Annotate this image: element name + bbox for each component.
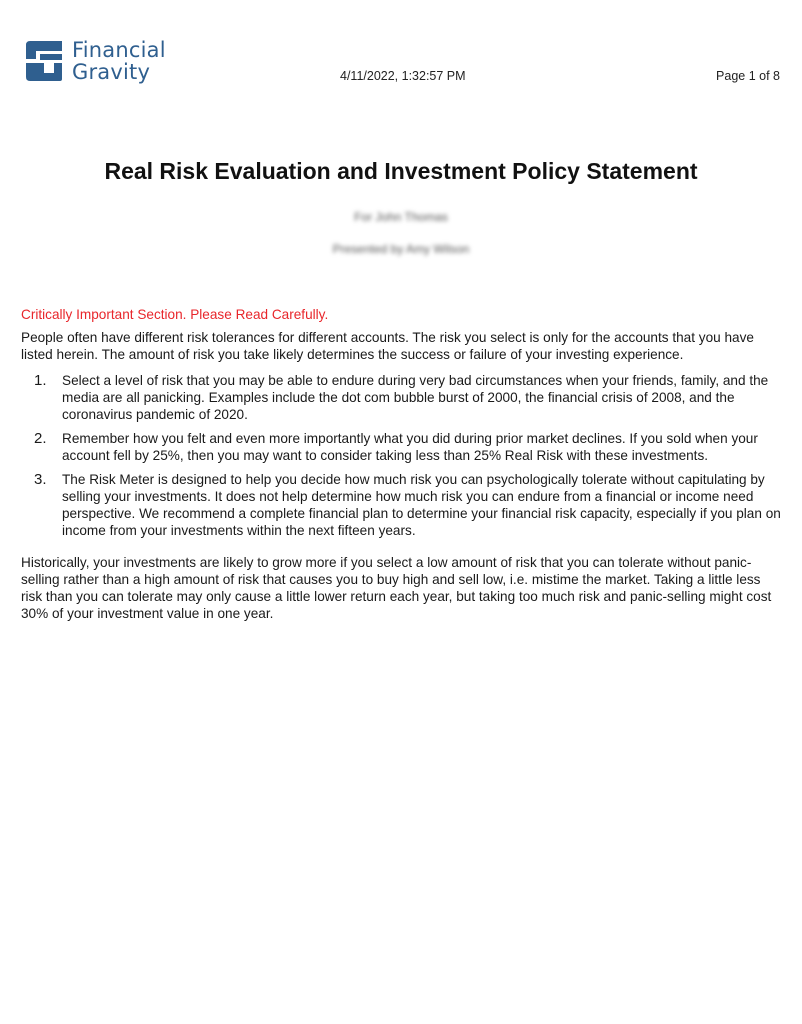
logo-wordmark — [72, 39, 166, 83]
list-item — [21, 372, 783, 423]
list-item-text: Remember how you felt and even more importantly what you did during prior market declines. If you sold when your account fell by 25%, then you may want to consider taking less than 25% Real Risk with these investments. — [62, 431, 758, 463]
document-title: Real Risk Evaluation and Investment Policy Statement — [104, 158, 698, 184]
list-item-number: 1. — [34, 372, 47, 389]
page-header — [20, 36, 782, 86]
list-item — [21, 471, 783, 539]
company-logo — [22, 38, 166, 84]
list-item-text: The Risk Meter is designed to help you decide how much risk you can psychologically tolerate without capitulating by selling your investments. It does not help determine how much risk you can endure from a financial or income need perspective. We recommend a complete financial plan to determine your financial risk capacity, especially if you plan on income from your investments within the next fifteen years. — [62, 472, 781, 538]
list-item-text: Select a level of risk that you may be able to endure during very bad circumstances when your friends, family, and the media are all panicking. Examples include the dot com bubble burst of 2000, the financial crisis of 2008, and the coronavirus pandemic of 2020. — [62, 373, 769, 422]
logo-line-1: Financial — [72, 38, 166, 62]
risk-steps-list — [21, 372, 783, 539]
list-item-number: 2. — [34, 430, 47, 447]
closing-paragraph: Historically, your investments are likely to grow more if you select a low amount of risk that you can tolerate without panic-selling rather than a high amount of risk that causes you to buy high and sell low, i.e. mistime the market. Taking a little less risk than you can tolerate may only cause a little lower return each year, but taking too much risk and panic-selling might cost 30% of your investment value in one year. — [21, 555, 772, 621]
list-item — [21, 430, 783, 464]
page-number: Page 1 of 8 — [716, 69, 780, 83]
logo-line-2: Gravity — [72, 60, 151, 84]
list-item-number: 3. — [34, 471, 47, 488]
document-body — [21, 306, 783, 622]
presenter-line: Presented by Amy Wilson — [332, 242, 470, 256]
intro-paragraph: People often have different risk tolerances for different accounts. The risk you select is only for the accounts that you have listed herein. The amount of risk you take likely determines the success or failure of your investing experience. — [21, 330, 754, 362]
warning-notice: Critically Important Section. Please Read Carefully. — [21, 307, 329, 322]
financial-gravity-logo-icon — [22, 39, 66, 83]
print-timestamp: 4/11/2022, 1:32:57 PM — [340, 69, 466, 83]
client-name-line: For John Thomas — [354, 210, 448, 224]
